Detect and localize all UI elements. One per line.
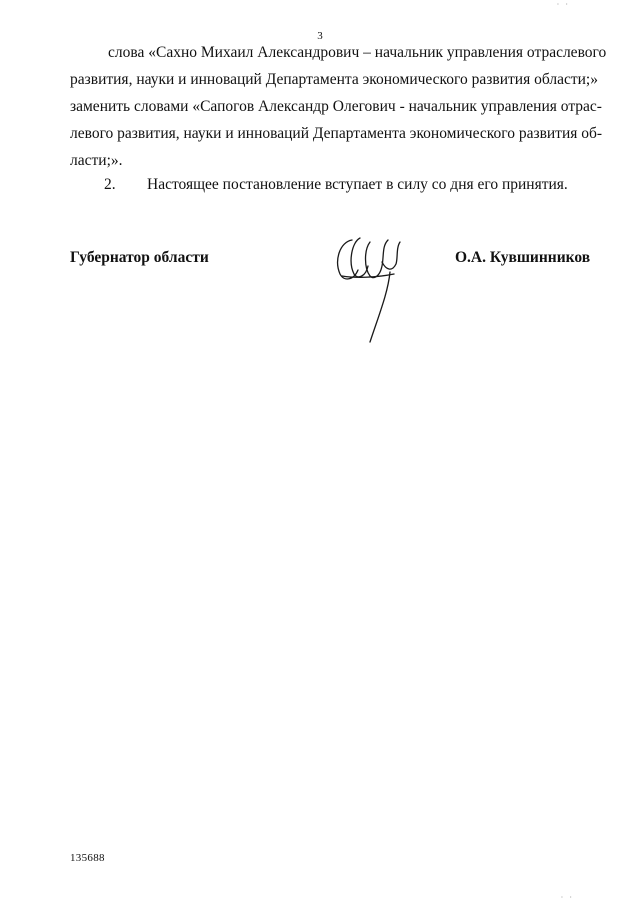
- paragraph-line: слова «Сахно Михаил Александрович – начальник управления отраслевого: [108, 44, 607, 61]
- page-number: 3: [317, 30, 323, 42]
- scan-artifact-top: · ·: [556, 0, 570, 9]
- list-item-number: 2.: [104, 176, 116, 193]
- scan-artifact-bottom: · ·: [560, 893, 574, 902]
- list-item-text: Настоящее постановление вступает в силу со дня его принятия.: [147, 176, 568, 193]
- paragraph-line: заменить словами «Сапогов Александр Олегович - начальник управления отрас-: [70, 98, 602, 115]
- signatory-position: Губернатор области: [70, 249, 209, 266]
- signatory-name: О.А. Кувшинников: [455, 249, 591, 266]
- paragraph-line: развития, науки и инноваций Департамента экономического развития области;»: [70, 71, 598, 88]
- paragraph-line: левого развития, науки и инноваций Департамента экономического развития об-: [70, 125, 603, 142]
- handwritten-signature: [330, 232, 410, 344]
- paragraph-line: ласти;».: [70, 152, 123, 169]
- document-code: 135688: [70, 852, 105, 864]
